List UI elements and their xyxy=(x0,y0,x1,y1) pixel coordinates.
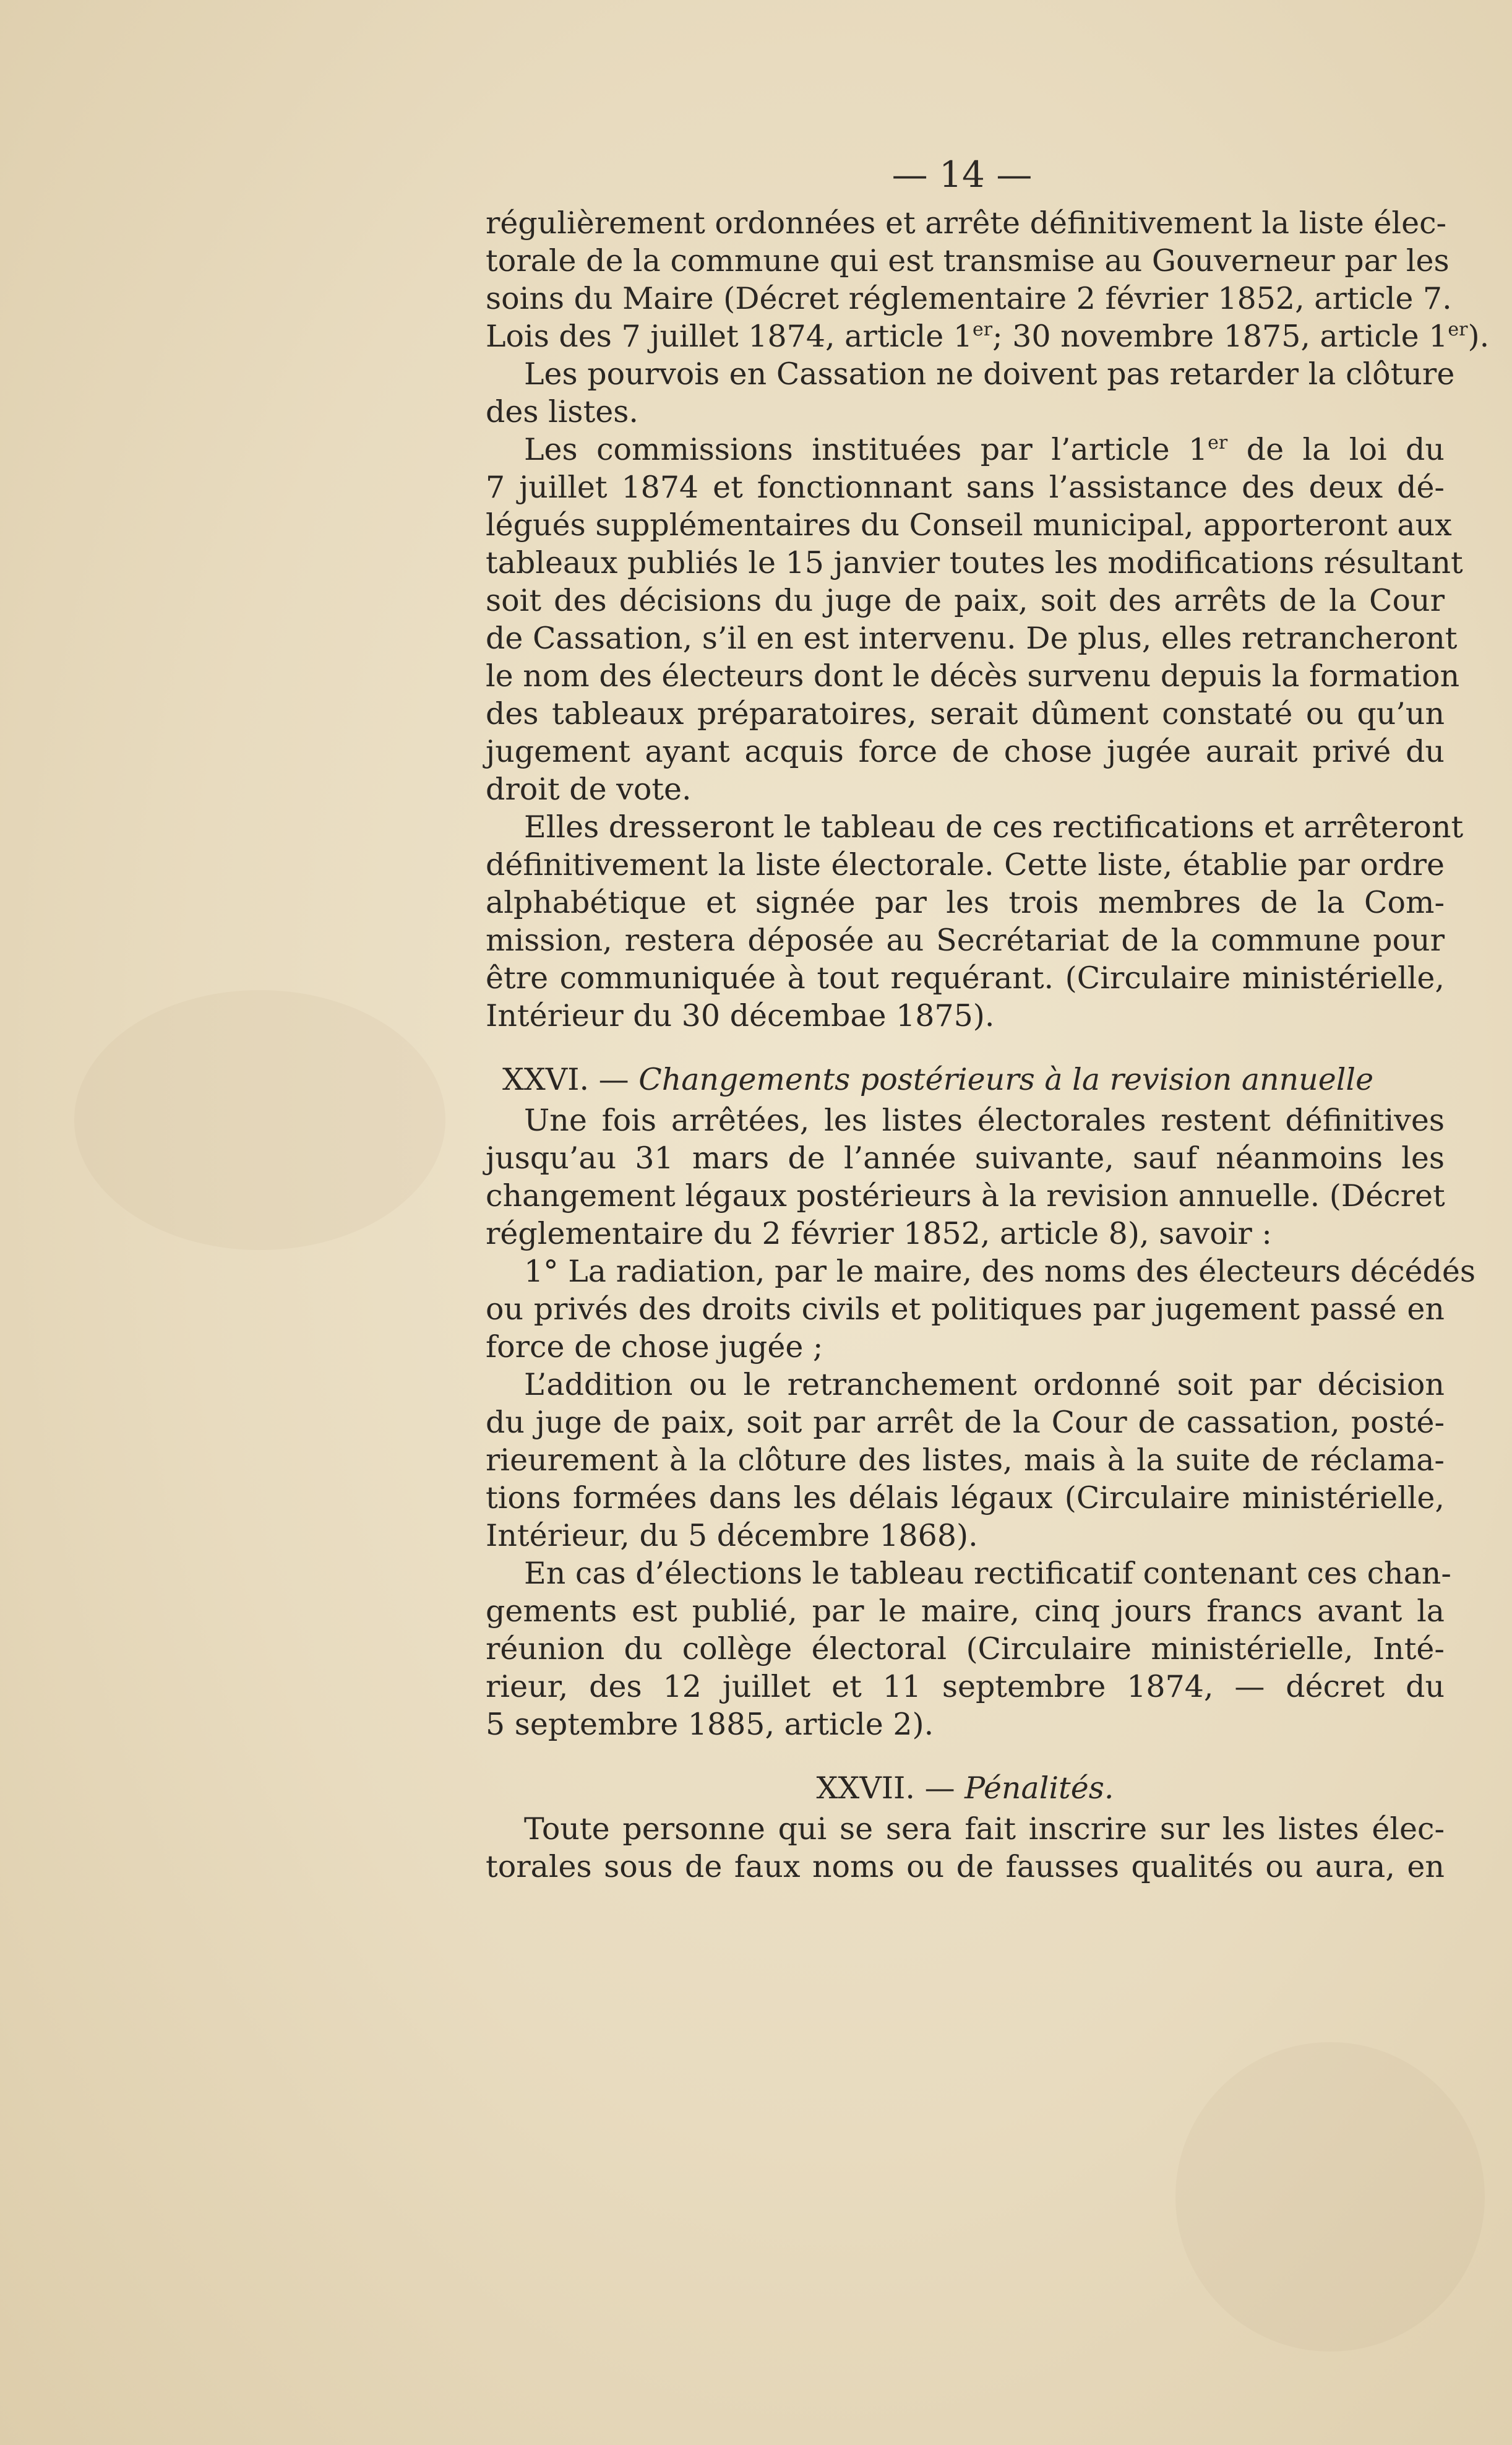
text-line: 5 septembre 1885, article 2). xyxy=(486,1707,934,1742)
text-line: tions formées dans les délais légaux (Circulaire ministérielle, xyxy=(486,1480,1445,1516)
section-heading xyxy=(486,1058,1445,1102)
text-line: tableaux publiés le 15 janvier toutes les modifications résultant xyxy=(486,545,1463,580)
section-heading xyxy=(486,1767,1445,1810)
paragraph xyxy=(486,204,1490,355)
text-line: gements est publié, par le maire, cinq jours francs avant la xyxy=(486,1593,1445,1629)
paragraph xyxy=(486,1555,1451,1743)
paragraph xyxy=(486,355,1455,431)
superscript: er xyxy=(1448,319,1468,340)
text-line: torales sous de faux noms ou de fausses qualités ou aura, en xyxy=(486,1849,1445,1884)
text-line: Une fois arrêtées, les listes électorales restent définitives xyxy=(524,1103,1445,1138)
paragraph xyxy=(486,808,1464,1035)
text-line: Intérieur, du 5 décembre 1868). xyxy=(486,1518,978,1553)
text-line: soit des décisions du juge de paix, soit des arrêts de la Cour xyxy=(486,583,1445,618)
text-line: de Cassation, s’il en est intervenu. De plus, elles retrancheront xyxy=(486,621,1458,656)
text-line: ou privés des droits civils et politiques par jugement passé en xyxy=(486,1291,1445,1327)
paper-stain xyxy=(1175,2042,1485,2352)
text-line: jugement ayant acquis force de chose jugée aurait privé du xyxy=(486,734,1445,769)
section-title: Pénalités. xyxy=(964,1770,1114,1806)
text-line: mission, restera déposée au Secrétariat de la commune pour xyxy=(486,923,1445,958)
text-segment: de la loi du xyxy=(1227,432,1445,467)
section-number: XXVII. — xyxy=(816,1770,955,1806)
text-line: droit de vote. xyxy=(486,772,692,807)
text-line: Les pourvois en Cassation ne doivent pas retarder la clôture xyxy=(524,356,1455,392)
superscript: er xyxy=(1208,432,1228,454)
text-segment: ). xyxy=(1467,319,1490,354)
text-line: Elles dresseront le tableau de ces rectifications et arrêteront xyxy=(524,809,1464,845)
section-spacer xyxy=(486,1035,1445,1058)
paragraph xyxy=(486,1253,1476,1366)
section-title: Changements postérieurs à la revision annuelle xyxy=(638,1062,1374,1097)
text-line: En cas d’élections le tableau rectificatif contenant ces chan- xyxy=(524,1556,1451,1591)
text-line: changement légaux postérieurs à la revision annuelle. (Décret xyxy=(486,1178,1445,1214)
text-line: rieurement à la clôture des listes, mais à la suite de réclama- xyxy=(486,1442,1445,1478)
text-line: légués supplémentaires du Conseil municipal, apporteront aux xyxy=(486,507,1452,543)
text-line: régulièrement ordonnées et arrête définitivement la liste élec- xyxy=(486,205,1447,241)
paragraph xyxy=(486,431,1463,808)
paragraph xyxy=(486,1366,1445,1555)
text-line: des tableaux préparatoires, serait dûment constaté ou qu’un xyxy=(486,696,1445,731)
text-line: le nom des électeurs dont le décès survenu depuis la formation xyxy=(486,658,1460,694)
document-body xyxy=(486,204,1490,1886)
text-line: 1° La radiation, par le maire, des noms des électeurs décédés xyxy=(524,1254,1476,1289)
page-number: — 14 — xyxy=(891,153,1033,196)
text-line: L’addition ou le retranchement ordonné soit par décision xyxy=(524,1367,1445,1402)
text-line: Toute personne qui se sera fait inscrire sur les listes élec- xyxy=(524,1811,1445,1847)
text-segment: ; 30 novembre 1875, article 1 xyxy=(992,319,1448,354)
text-line xyxy=(486,431,1445,468)
paragraph xyxy=(486,1810,1445,1886)
text-line: force de chose jugée ; xyxy=(486,1329,823,1365)
text-line xyxy=(486,317,1490,355)
text-line: réglementaire du 2 février 1852, article 8), savoir : xyxy=(486,1216,1272,1251)
text-line: définitivement la liste électorale. Cette liste, établie par ordre xyxy=(486,847,1445,882)
superscript: er xyxy=(973,319,993,340)
text-line: torale de la commune qui est transmise au Gouverneur par les xyxy=(486,243,1450,278)
text-line: réunion du collège électoral (Circulaire ministérielle, Inté- xyxy=(486,1631,1445,1667)
text-line: être communiquée à tout requérant. (Circulaire ministérielle, xyxy=(486,960,1445,996)
text-line: des listes. xyxy=(486,394,638,429)
text-segment: Lois des 7 juillet 1874, article 1 xyxy=(486,319,973,354)
section-spacer xyxy=(486,1743,1445,1767)
text-line: 7 juillet 1874 et fonctionnant sans l’assistance des deux dé- xyxy=(486,470,1445,505)
text-line: soins du Maire (Décret réglementaire 2 février 1852, article 7. xyxy=(486,281,1452,316)
text-segment: Les commissions instituées par l’article 1 xyxy=(524,432,1208,467)
text-line: du juge de paix, soit par arrêt de la Cour de cassation, posté- xyxy=(486,1405,1445,1440)
paper-stain xyxy=(74,990,445,1250)
paragraph xyxy=(486,1102,1445,1253)
section-number: XXVI. — xyxy=(502,1062,629,1097)
text-line: alphabétique et signée par les trois membres de la Com- xyxy=(486,885,1445,920)
text-line: jusqu’au 31 mars de l’année suivante, sauf néanmoins les xyxy=(486,1141,1445,1176)
text-line: rieur, des 12 juillet et 11 septembre 1874, — décret du xyxy=(486,1669,1445,1704)
text-line: Intérieur du 30 décembae 1875). xyxy=(486,998,995,1033)
